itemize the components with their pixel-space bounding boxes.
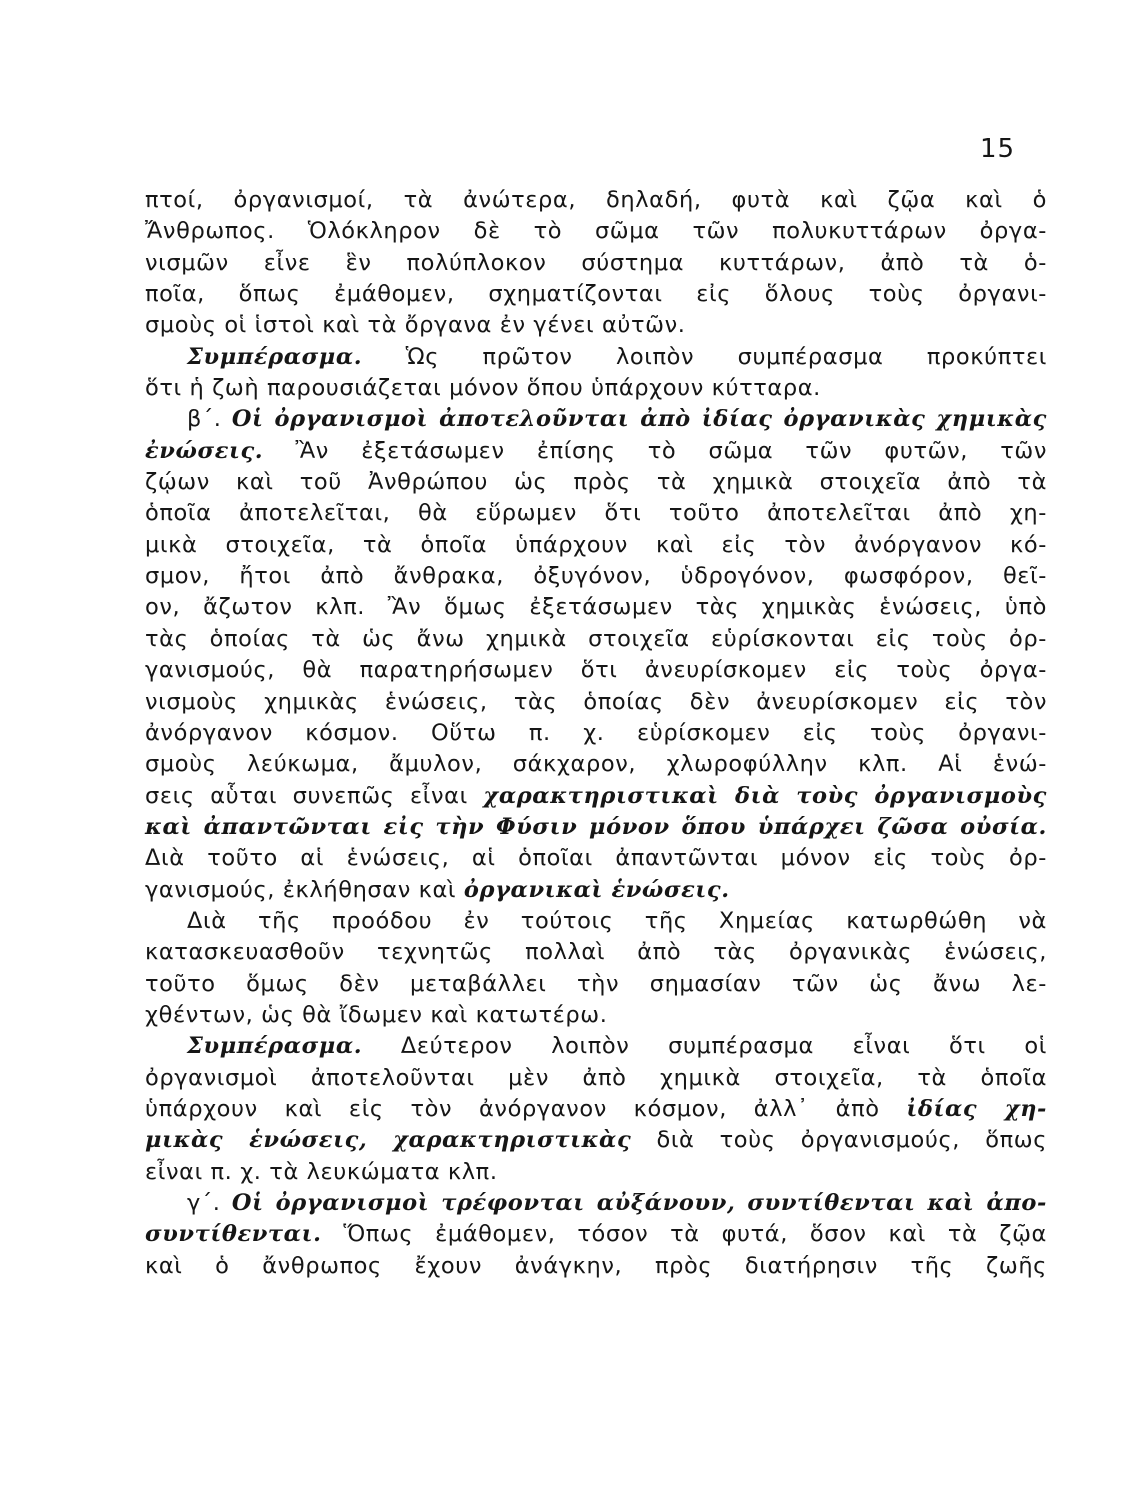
text-run: νισμῶν εἶνε ἓν πολύπλοκον σύστημα κυττάρων, ἀπὸ τὰ ὁ-	[145, 249, 1047, 276]
text-line	[145, 1000, 1047, 1031]
text-line	[145, 906, 1047, 937]
text-line	[145, 1219, 1047, 1250]
text-run: χθέντων, ὡς θὰ ἴδωμεν καὶ κατωτέρω.	[145, 1001, 608, 1028]
text-run: γ΄.	[187, 1190, 232, 1216]
text-run: Δεύτερον λοιπὸν συμπέρασμα εἶναι ὅτι οἱ	[362, 1033, 1047, 1060]
text-line	[145, 1063, 1047, 1094]
text-line	[145, 812, 1047, 843]
emphasized-text: Οἱ ὀργανισμοὶ ἀποτελοῦνται ἀπὸ ἰδίας ὀργανικὰς χημικὰς	[231, 406, 1047, 433]
text-run: ον, ἄζωτον κλπ. Ἂν ὅμως ἐξετάσωμεν τὰς χημικὰς ἑνώσεις, ὑπὸ	[145, 594, 1047, 621]
text-line	[145, 498, 1047, 529]
text-line	[145, 781, 1047, 812]
text-run: κατασκευασθοῦν τεχνητῶς πολλαὶ ἀπὸ τὰς ὀργανικὰς ἑνώσεις,	[145, 939, 1047, 966]
text-run: μικὰ στοιχεῖα, τὰ ὁποῖα ὑπάρχουν καὶ εἰς τὸν ἀνόργανον κό-	[145, 531, 1047, 558]
emphasized-text: μικὰς ἑνώσεις, χαρακτηριστικὰς	[145, 1127, 632, 1154]
text-run: γανισμούς, θὰ παρατηρήσωμεν ὅτι ἀνευρίσκομεν εἰς τοὺς ὀργα-	[145, 657, 1047, 684]
text-run: ὁποῖα ἀποτελεῖται, θὰ εὕρωμεν ὅτι τοῦτο ἀποτελεῖται ἀπὸ χη-	[145, 500, 1047, 527]
text-line	[145, 248, 1047, 279]
text-line	[145, 1094, 1047, 1125]
text-line	[145, 1188, 1047, 1219]
text-run: σεις αὗται συνεπῶς εἶναι	[145, 782, 484, 809]
text-line	[145, 530, 1047, 561]
text-line	[145, 592, 1047, 623]
emphasized-text: ὀργανικαὶ ἑνώσεις.	[463, 876, 730, 903]
text-line	[145, 875, 1047, 906]
text-run: τὰς ὁποίας τὰ ὡς ἄνω χημικὰ στοιχεῖα εὑρίσκονται εἰς τοὺς ὀρ-	[145, 625, 1047, 652]
text-run: καὶ ὁ ἄνθρωπος ἔχουν ἀνάγκην, πρὸς διατήρησιν τῆς ζωῆς	[145, 1252, 1047, 1279]
text-run: εἶναι π. χ. τὰ λευκώματα κλπ.	[145, 1158, 498, 1185]
text-run: Διὰ τῆς προόδου ἐν τούτοις τῆς Χημείας κατωρθώθη νὰ	[187, 907, 1047, 934]
text-line	[145, 624, 1047, 655]
text-line	[145, 843, 1047, 874]
body-text	[145, 185, 1047, 1282]
text-line	[145, 1031, 1047, 1062]
emphasized-text: Συμπέρασμα.	[187, 343, 363, 370]
text-run: ἀνόργανον κόσμον. Οὕτω π. χ. εὑρίσκομεν εἰς τοὺς ὀργανι-	[145, 719, 1047, 746]
text-line	[145, 342, 1047, 373]
text-run: νισμοὺς χημικὰς ἑνώσεις, τὰς ὁποίας δὲν ἀνευρίσκομεν εἰς τὸν	[145, 688, 1047, 715]
text-run: Ἂν ἐξετάσωμεν ἐπίσης τὸ σῶμα τῶν φυτῶν, τῶν	[263, 437, 1047, 464]
text-run: σμον, ἤτοι ἀπὸ ἄνθρακα, ὀξυγόνον, ὑδρογόνον, φωσφόρον, θεῖ-	[145, 563, 1047, 590]
emphasized-text: Οἱ ὀργανισμοὶ τρέφονται αὐξάνουν, συντίθενται καὶ ἀπο-	[231, 1190, 1047, 1216]
text-run: ὀργανισμοὶ ἀποτελοῦνται μὲν ἀπὸ χημικὰ στοιχεῖα, τὰ ὁποῖα	[145, 1064, 1047, 1091]
text-run: Ὅπως ἐμάθομεν, τόσον τὰ φυτά, ὅσον καὶ τὰ ζῷα	[321, 1221, 1047, 1248]
text-run: Ὡς πρῶτον λοιπὸν συμπέρασμα προκύπτει	[362, 343, 1047, 370]
text-run: διὰ τοὺς ὀργανισμούς, ὅπως	[631, 1127, 1047, 1154]
text-line	[145, 718, 1047, 749]
text-run: τοῦτο ὅμως δὲν μεταβάλλει τὴν σημασίαν τῶν ὡς ἄνω λε-	[145, 970, 1047, 997]
text-run: σμοὺς λεύκωμα, ἄμυλον, σάκχαρον, χλωροφύλλην κλπ. Αἱ ἑνώ-	[145, 751, 1047, 778]
text-line	[145, 749, 1047, 780]
text-run: πτοί, ὀργανισμοί, τὰ ἀνώτερα, δηλαδή, φυτὰ καὶ ζῷα καὶ ὁ	[145, 187, 1047, 213]
emphasized-text: ἐνώσεις.	[145, 437, 264, 464]
text-run: ζῴων καὶ τοῦ Ἀνθρώπου ὡς πρὸς τὰ χημικὰ στοιχεῖα ἀπὸ τὰ	[145, 469, 1047, 496]
emphasized-text: συντίθενται.	[145, 1221, 322, 1248]
text-line	[145, 310, 1047, 341]
text-line	[145, 1125, 1047, 1156]
text-line	[145, 185, 1047, 216]
text-line	[145, 467, 1047, 498]
text-line	[145, 687, 1047, 718]
page-number: 15	[980, 134, 1016, 164]
text-run: Ἄνθρωπος. Ὁλόκληρον δὲ τὸ σῶμα τῶν πολυκυττάρων ὀργα-	[145, 218, 1047, 245]
emphasized-text: ἰδίας χη-	[906, 1095, 1047, 1122]
text-line	[145, 937, 1047, 968]
text-run: ὅτι ἡ ζωὴ παρουσιάζεται μόνον ὅπου ὑπάρχουν κύτταρα.	[145, 375, 821, 402]
text-run: β΄.	[187, 406, 232, 433]
text-line	[145, 1251, 1047, 1282]
text-line	[145, 279, 1047, 310]
text-line	[145, 404, 1047, 435]
text-run: σμοὺς οἱ ἱστοὶ καὶ τὰ ὄργανα ἐν γένει αὐτῶν.	[145, 312, 686, 339]
emphasized-text: Συμπέρασμα.	[187, 1033, 363, 1060]
text-line	[145, 655, 1047, 686]
text-run: γανισμούς, ἐκλήθησαν καὶ	[145, 876, 464, 903]
emphasized-text: καὶ ἀπαντῶνται εἰς τὴν Φύσιν μόνον ὅπου ὑπάρχει ζῶσα οὐσία.	[145, 813, 1047, 840]
text-line	[145, 436, 1047, 467]
text-line	[145, 561, 1047, 592]
text-run: ὑπάρχουν καὶ εἰς τὸν ἀνόργανον κόσμον, ἀλλ᾿ ἀπὸ	[145, 1095, 907, 1122]
text-line	[145, 969, 1047, 1000]
text-line	[145, 216, 1047, 247]
emphasized-text: χαρακτηριστικαὶ διὰ τοὺς ὀργανισμοὺς	[483, 782, 1047, 809]
text-line	[145, 373, 1047, 404]
text-run: ποῖα, ὅπως ἐμάθομεν, σχηματίζονται εἰς ὅλους τοὺς ὀργανι-	[145, 281, 1047, 308]
text-run: Διὰ τοῦτο αἱ ἑνώσεις, αἱ ὁποῖαι ἀπαντῶνται μόνον εἰς τοὺς ὀρ-	[145, 845, 1047, 872]
text-line	[145, 1157, 1047, 1188]
